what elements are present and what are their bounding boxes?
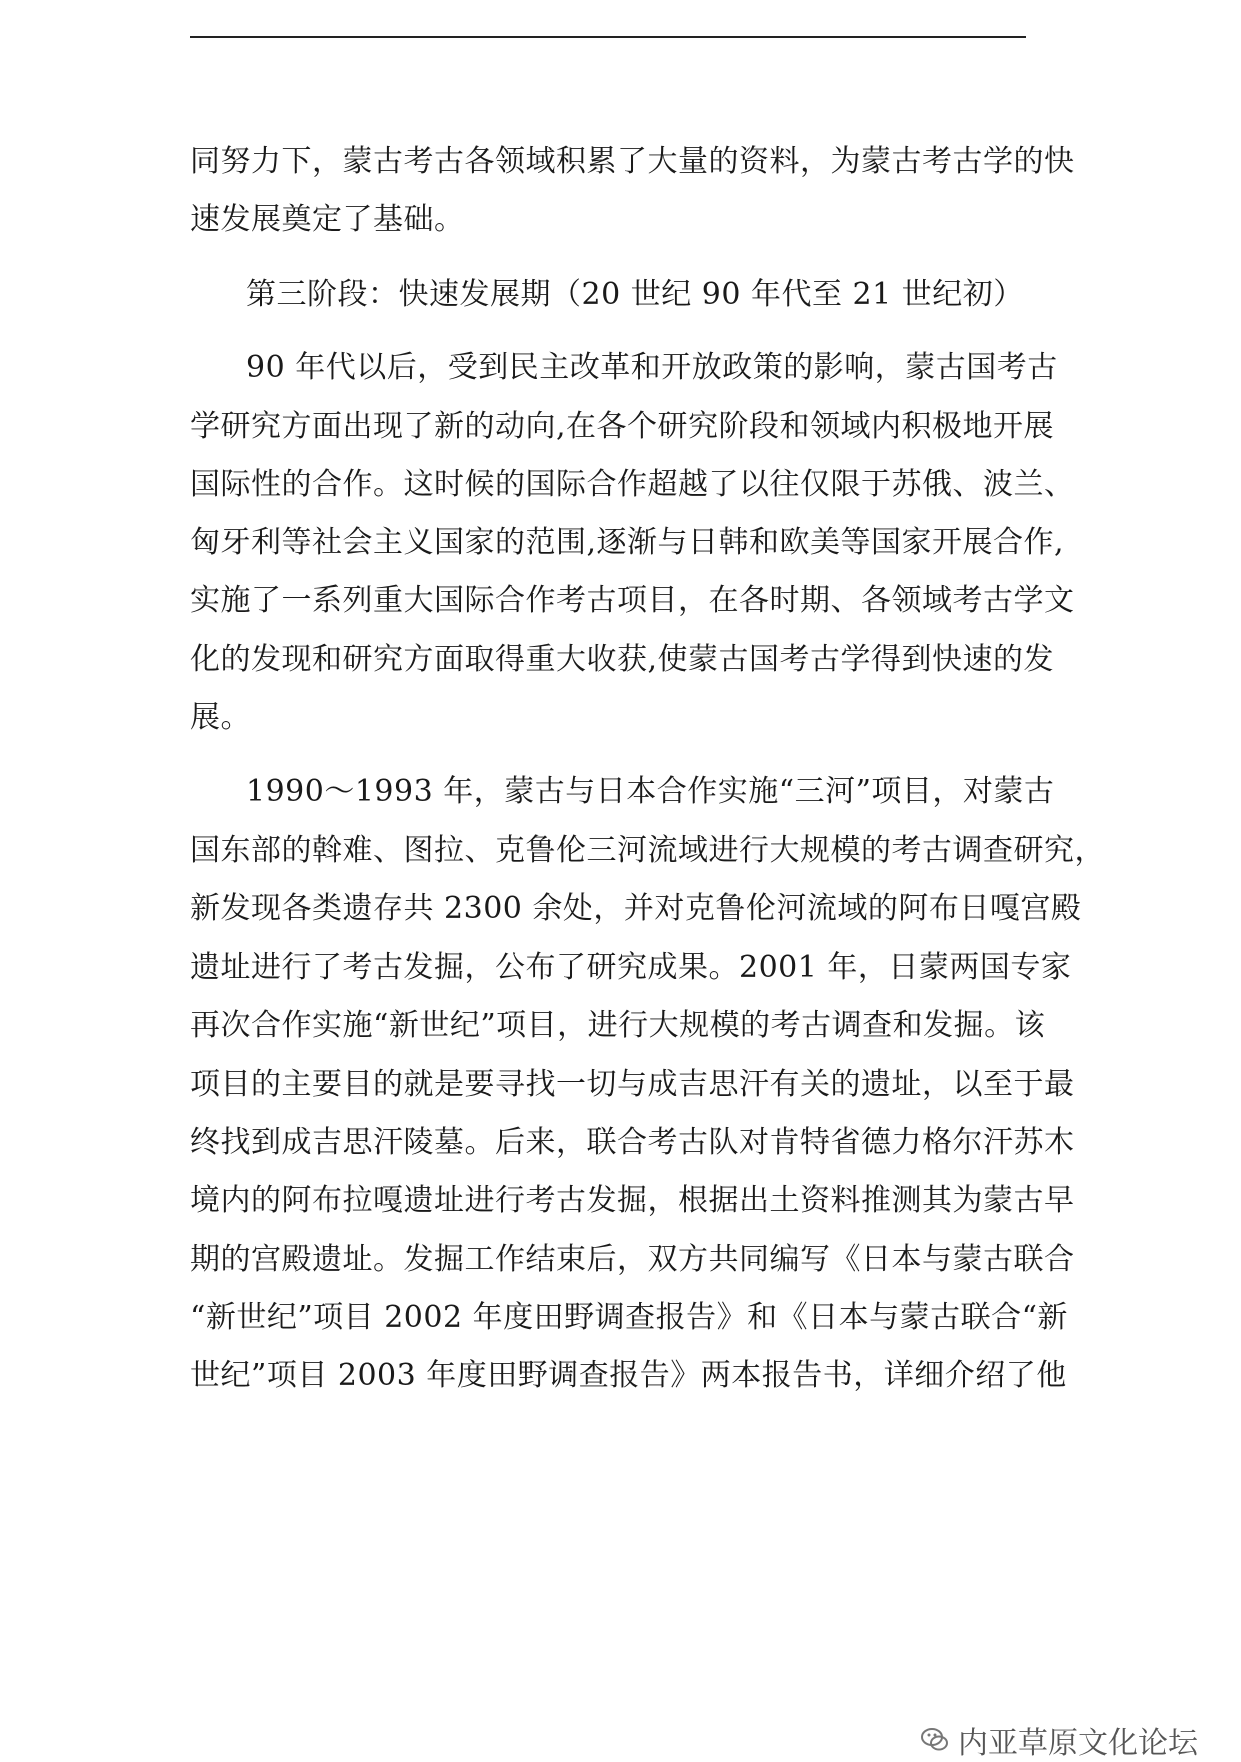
text-line: 学研究方面出现了新的动向,在各个研究阶段和领域内积极地开展 (190, 409, 1055, 444)
watermark (920, 1718, 1198, 1762)
text-line: 1990～1993 年，蒙古与日本合作实施“三河”项目，对蒙古 (246, 774, 1055, 809)
text-line: 化的发现和研究方面取得重大收获,使蒙古国考古学得到快速的发 (190, 642, 1055, 677)
text-line: 90 年代以后，受到民主改革和开放政策的影响，蒙古国考古 (246, 350, 1058, 385)
text-line: 再次合作实施“新世纪”项目，进行大规模的考古调查和发掘。该 (190, 1008, 1046, 1043)
text-line: 终找到成吉思汗陵墓。后来，联合考古队对肯特省德力格尔汗苏木 (190, 1125, 1075, 1160)
section-heading: 第三阶段：快速发展期（20 世纪 90 年代至 21 世纪初） (246, 277, 1024, 312)
text-line: 新发现各类遗存共 2300 余处，并对克鲁伦河流域的阿布日嘎宫殿 (190, 891, 1082, 926)
text-line: 同努力下，蒙古考古各领域积累了大量的资料，为蒙古考古学的快 (190, 144, 1075, 179)
text-line: 世纪”项目 2003 年度田野调查报告》两本报告书，详细介绍了他 (190, 1358, 1067, 1393)
text-line: 匈牙利等社会主义国家的范围,逐渐与日韩和欧美等国家开展合作, (190, 525, 1065, 560)
header-rule (190, 36, 1026, 38)
text-line: “新世纪”项目 2002 年度田野调查报告》和《日本与蒙古联合“新 (190, 1300, 1068, 1335)
text-line: 遗址进行了考古发掘，公布了研究成果。2001 年，日蒙两国专家 (190, 950, 1072, 985)
text-line: 期的宫殿遗址。发掘工作结束后，双方共同编写《日本与蒙古联合 (190, 1242, 1075, 1277)
text-line: 实施了一系列重大国际合作考古项目，在各时期、各领域考古学文 (190, 583, 1075, 618)
text-line: 项目的主要目的就是要寻找一切与成吉思汗有关的遗址，以至于最 (190, 1067, 1075, 1102)
text-line: 速发展奠定了基础。 (190, 202, 465, 237)
text-line: 国东部的斡难、图拉、克鲁伦三河流域进行大规模的考古调查研究， (190, 833, 1105, 868)
wechat-icon (920, 1725, 950, 1755)
watermark-text: 内亚草原文化论坛 (958, 1726, 1198, 1761)
text-line: 国际性的合作。这时候的国际合作超越了以往仅限于苏俄、波兰、 (190, 467, 1075, 502)
text-line: 展。 (190, 700, 251, 735)
text-line: 境内的阿布拉嘎遗址进行考古发掘，根据出土资料推测其为蒙古早 (190, 1183, 1075, 1218)
